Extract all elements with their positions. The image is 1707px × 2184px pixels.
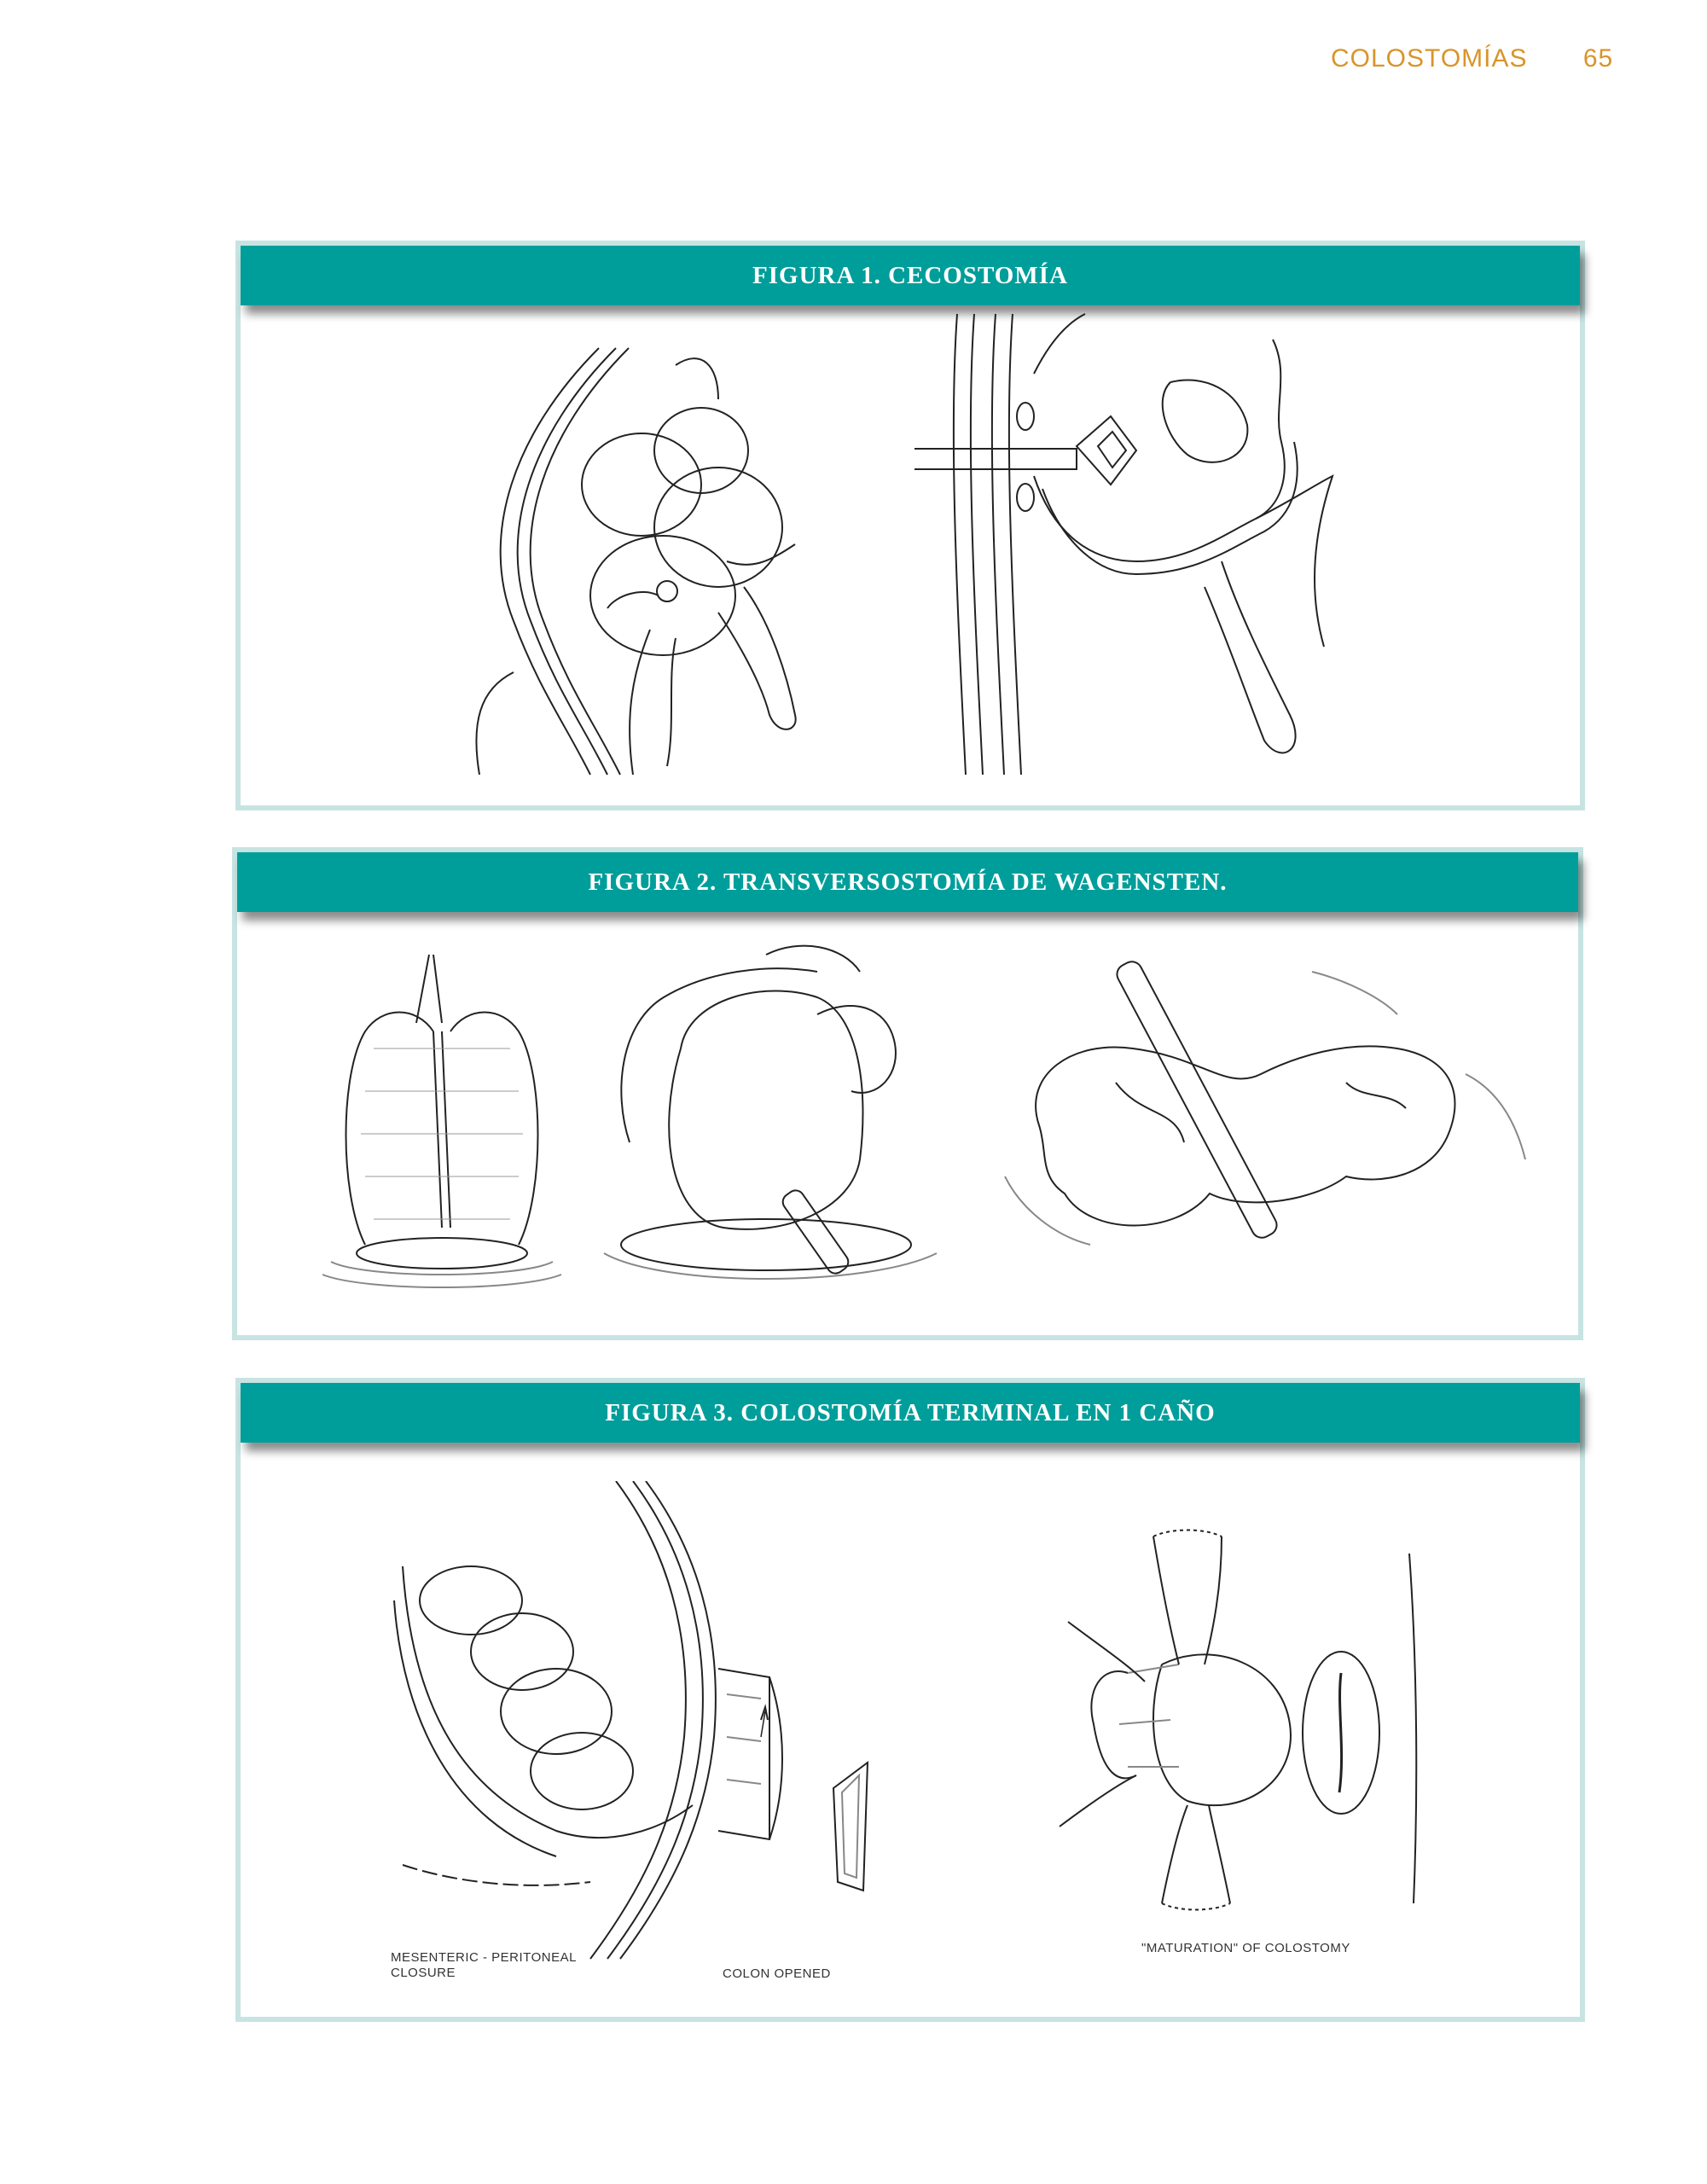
colostomy-drawing-right (1034, 1502, 1426, 1929)
figure-1-title: FIGURA 1. CECOSTOMÍA (752, 261, 1068, 289)
figure-3-header (241, 1383, 1580, 1443)
mesenteric-label (391, 1950, 577, 1981)
figure-3 (235, 1378, 1585, 2022)
mesenteric-label-line-1: MESENTERIC - PERITONEAL (391, 1950, 577, 1965)
page-number: 65 (1582, 44, 1614, 73)
section-title: COLOSTOMÍAS (1331, 44, 1528, 73)
maturation-label: "MATURATION" OF COLOSTOMY (1141, 1941, 1350, 1955)
mesenteric-label-line-2: CLOSURE (391, 1966, 456, 1980)
cecostomy-drawing-right (914, 305, 1375, 800)
colostomy-drawing-left (386, 1481, 966, 1976)
figure-1 (235, 241, 1585, 810)
wagensten-drawing-3 (988, 921, 1534, 1296)
running-head (1331, 44, 1613, 73)
colon-opened-label: COLON OPENED (723, 1966, 831, 1981)
wagensten-drawing-1 (314, 938, 570, 1296)
figure-2-title: FIGURA 2. TRANSVERSOSTOMÍA DE WAGENSTEN. (588, 868, 1228, 896)
wagensten-drawing-2 (595, 921, 954, 1296)
figure-1-header (241, 246, 1580, 305)
cecostomy-drawing-left (462, 314, 821, 792)
figure-2-header (237, 852, 1578, 912)
figure-3-title: FIGURA 3. COLOSTOMÍA TERMINAL EN 1 CAÑO (605, 1398, 1216, 1426)
figure-2 (232, 847, 1583, 1340)
